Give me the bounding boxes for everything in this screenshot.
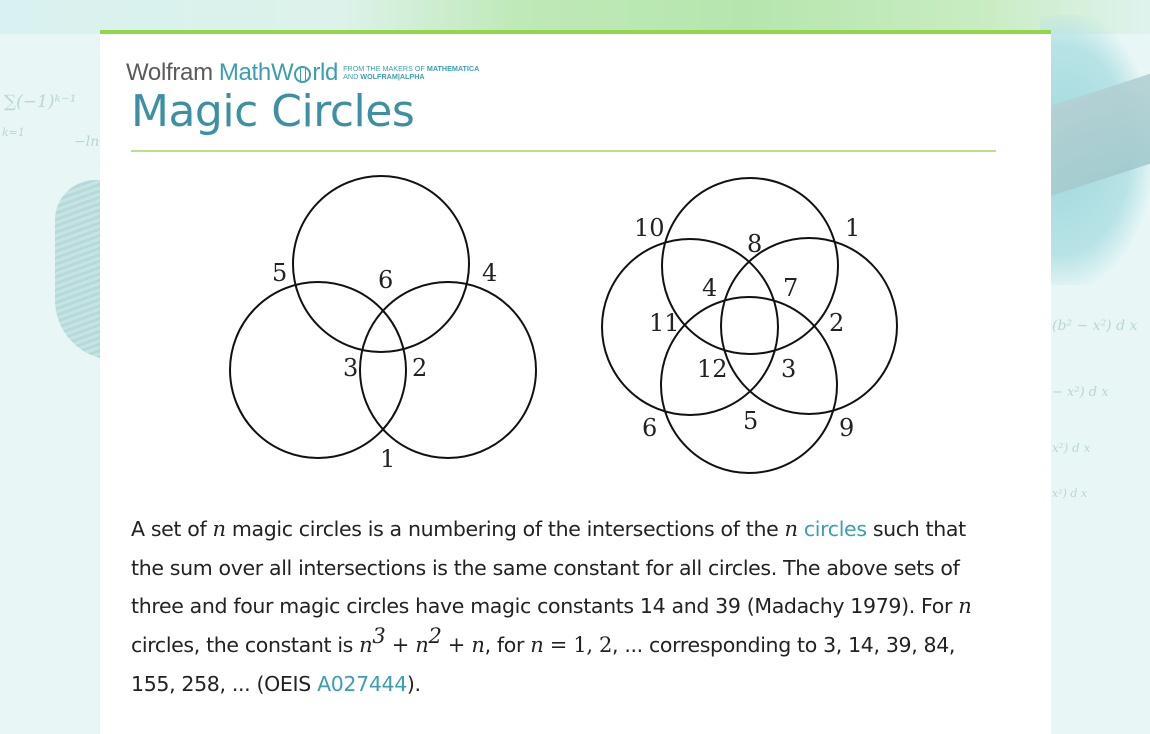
intersection-label: 1 <box>380 445 396 473</box>
math-expression <box>359 624 485 658</box>
intersection-label: 2 <box>829 309 845 337</box>
intersection-label: 6 <box>642 414 658 442</box>
intersection-label: 3 <box>781 355 797 383</box>
circle <box>721 238 897 414</box>
description-paragraph <box>131 510 1001 704</box>
exponent: 2 <box>428 624 442 649</box>
math-values: 1, 2 <box>573 633 612 658</box>
circle <box>662 178 838 354</box>
tagline-mathematica: MATHEMATICA <box>426 64 480 73</box>
background-formula: − x²) d x <box>1052 385 1109 400</box>
three-circles-diagram <box>230 176 536 458</box>
background-formula: x²) d x <box>1052 441 1091 455</box>
header-background-band <box>0 0 1150 34</box>
circle <box>602 239 778 415</box>
intersection-label: 4 <box>482 259 498 287</box>
exponent: 3 <box>372 624 386 649</box>
circles-link[interactable]: circles <box>803 517 867 541</box>
intersection-label: 12 <box>697 355 728 383</box>
circle <box>230 282 406 458</box>
math-variable-n: n <box>415 633 429 658</box>
intersection-label: 8 <box>747 230 763 258</box>
math-operator: + <box>441 633 472 658</box>
intersection-label: 4 <box>702 274 718 302</box>
background-formula: ∑(−1)ᵏ⁻¹ <box>4 92 77 112</box>
math-operator: = <box>543 633 574 658</box>
math-operator: + <box>385 633 416 658</box>
tagline-text: FROM THE MAKERS OF <box>343 64 427 73</box>
tagline-wolframalpha: WOLFRAM|ALPHA <box>360 72 425 81</box>
background-formula: (b² − x²) d x <box>1052 318 1138 334</box>
math-variable-n: n <box>471 633 485 658</box>
logo-wolfram-text: Wolfram <box>126 59 213 86</box>
text: , for <box>484 633 531 658</box>
intersection-label: 2 <box>412 354 428 382</box>
intersection-label: 5 <box>272 259 288 287</box>
background-formula: −ln <box>74 134 100 150</box>
intersection-label: 11 <box>649 309 680 337</box>
intersection-label: 6 <box>378 266 394 294</box>
intersection-label: 7 <box>783 274 799 302</box>
math-variable-n: n <box>958 594 972 619</box>
text: such that the sum over all intersections is the same constant for all circles. The above sets of three and four magic circles have magic constants 14 and 39 (Madachy 1979). For <box>131 517 966 619</box>
oeis-link[interactable]: A027444 <box>317 671 407 696</box>
intersection-label: 1 <box>845 214 861 242</box>
circle <box>360 282 536 458</box>
circle <box>293 176 469 352</box>
intersection-label: 9 <box>839 414 855 442</box>
math-variable-n: n <box>212 517 226 541</box>
four-circles-labels <box>634 214 860 442</box>
logo-mathworld-part: MathW <box>218 59 294 86</box>
logo-mathworld-part: rld <box>312 59 339 86</box>
text: A set of <box>131 517 213 541</box>
math-variable-n: n <box>359 633 373 658</box>
tagline-text: AND <box>343 72 361 81</box>
three-circles-labels <box>272 259 497 473</box>
text: , ... corresponding to 3, 14, 39, 84, 155, 258, ... (OEIS <box>131 633 956 696</box>
intersection-label: 3 <box>343 354 359 382</box>
math-variable-n: n <box>530 633 544 658</box>
circle <box>661 297 837 473</box>
background-formula: x²) d x <box>1052 487 1088 500</box>
intersection-label: 5 <box>743 407 759 435</box>
text: magic circles is a numbering of the intersections of the <box>225 517 785 541</box>
intersection-label: 10 <box>634 214 665 242</box>
magic-circles-figure <box>100 34 1051 494</box>
math-variable-n: n <box>784 517 798 541</box>
text: circles, the constant is <box>131 633 360 658</box>
page-title: Magic Circles <box>131 86 415 137</box>
content-panel <box>100 30 1051 734</box>
background-formula: k=1 <box>2 126 25 139</box>
text: ). <box>406 671 421 696</box>
